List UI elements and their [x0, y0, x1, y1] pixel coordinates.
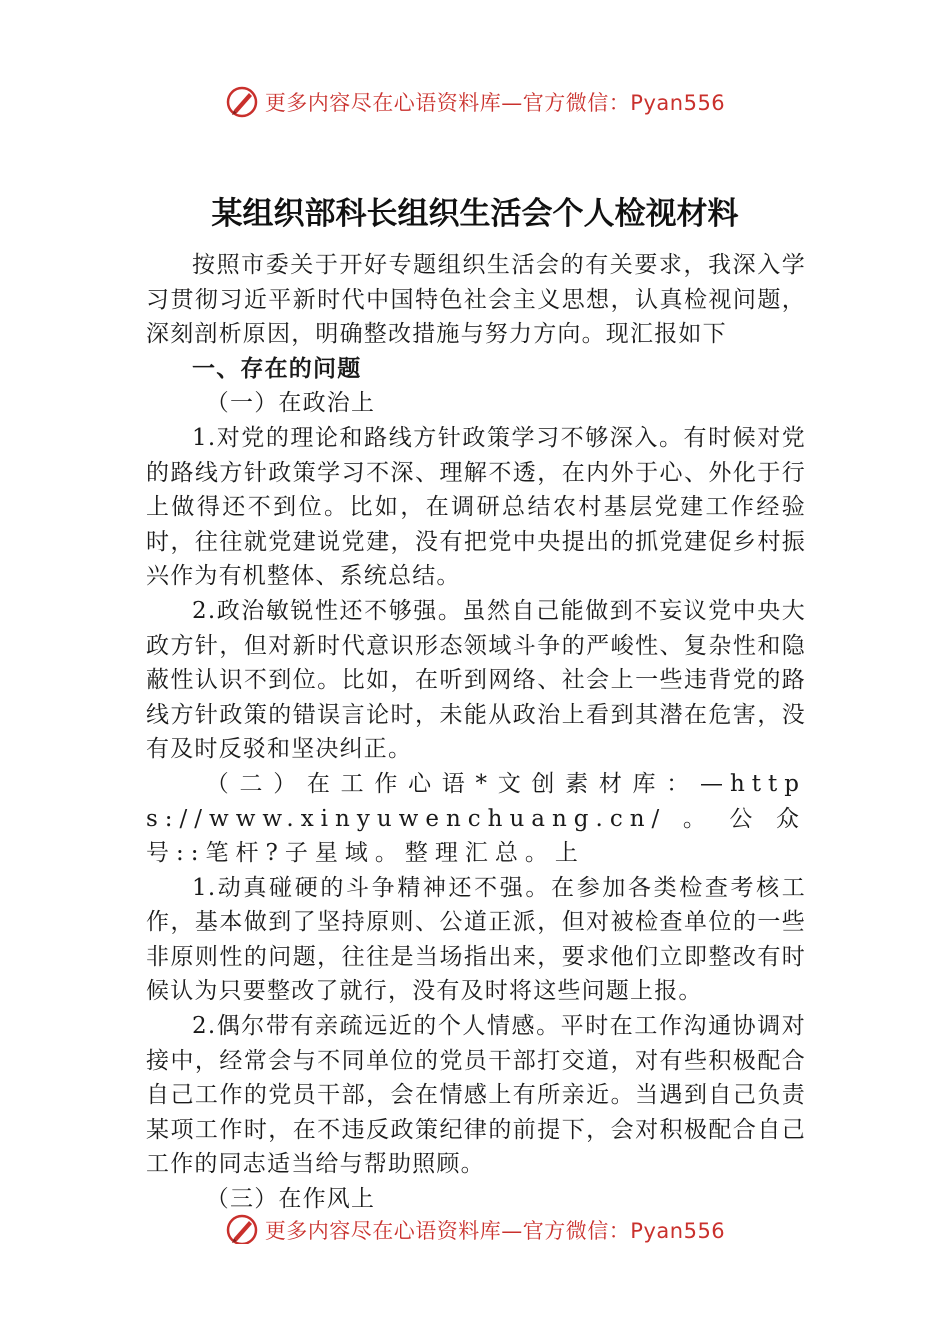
- document-body: [146, 248, 806, 1217]
- subsection-heading: （三）在作风上: [205, 1186, 376, 1213]
- body-paragraph: 1.动真碰硬的斗争精神还不强。在参加各类检查考核工作，基本做到了坚持原则、公道正派，但对被检查单位的一些非原则性的问题，往往是当场指出来，要求他们立即整改有时候认为只要整改了就行，没有及时将这些问题上报。: [146, 874, 806, 1005]
- watermark-text: 更多内容尽在心语资料库—官方微信：Pyan556: [264, 1219, 726, 1243]
- body-paragraph: 2.政治敏锐性还不够强。虽然自己能做到不妄议党中央大政方针，但对新时代意识形态领域斗争的严峻性、复杂性和隐蔽性认识不到位。比如，在听到网络、社会上一些违背党的路线方针政策的错误言论时，未能从政治上看到其潜在危害，没有及时反驳和坚决纠正。: [146, 597, 806, 763]
- pen-logo-icon: [225, 1213, 259, 1244]
- document-title: 某组织部科长组织生活会个人检视材料: [211, 196, 739, 232]
- subsection-heading: （一）在政治上: [205, 390, 376, 417]
- watermark-text: 更多内容尽在心语资料库—官方微信：Pyan556: [264, 91, 726, 115]
- footer-watermark: [0, 1204, 950, 1244]
- body-paragraph: 2.偶尔带有亲疏远近的个人情感。平时在工作沟通协调对接中，经常会与不同单位的党员干部打交道，对有些积极配合自己工作的党员干部，会在情感上有所亲近。当遇到自己负责某项工作时，在不违反政策纪律的前提下，会对积极配合自己工作的同志适当给与帮助照顾。: [146, 1013, 806, 1178]
- intro-paragraph: 按照市委关于开好专题组织生活会的有关要求，我深入学习贯彻习近平新时代中国特色社会主义思想，认真检视问题，深刻剖析原因，明确整改措施与努力方向。现汇报如下: [146, 252, 806, 348]
- section-heading: 一、存在的问题: [192, 355, 362, 382]
- body-paragraph: 1.对党的理论和路线方针政策学习不够深入。有时候对党的路线方针政策学习不深、理解不透，在内外于心、外化于行上做得还不到位。比如，在调研总结农村基层党建工作经验时，往往就党建说党建，没有把党中央提出的抓党建促乡村振兴作为有机整体、系统总结。: [146, 424, 806, 590]
- pen-logo-icon: [225, 85, 259, 119]
- header-watermark: [0, 82, 950, 122]
- subsection-heading: （二）在工作心语*文创素材库：—https://www.xinyuwenchuang.cn/。公众号::笔杆?子星域。整理汇总。上: [146, 770, 806, 867]
